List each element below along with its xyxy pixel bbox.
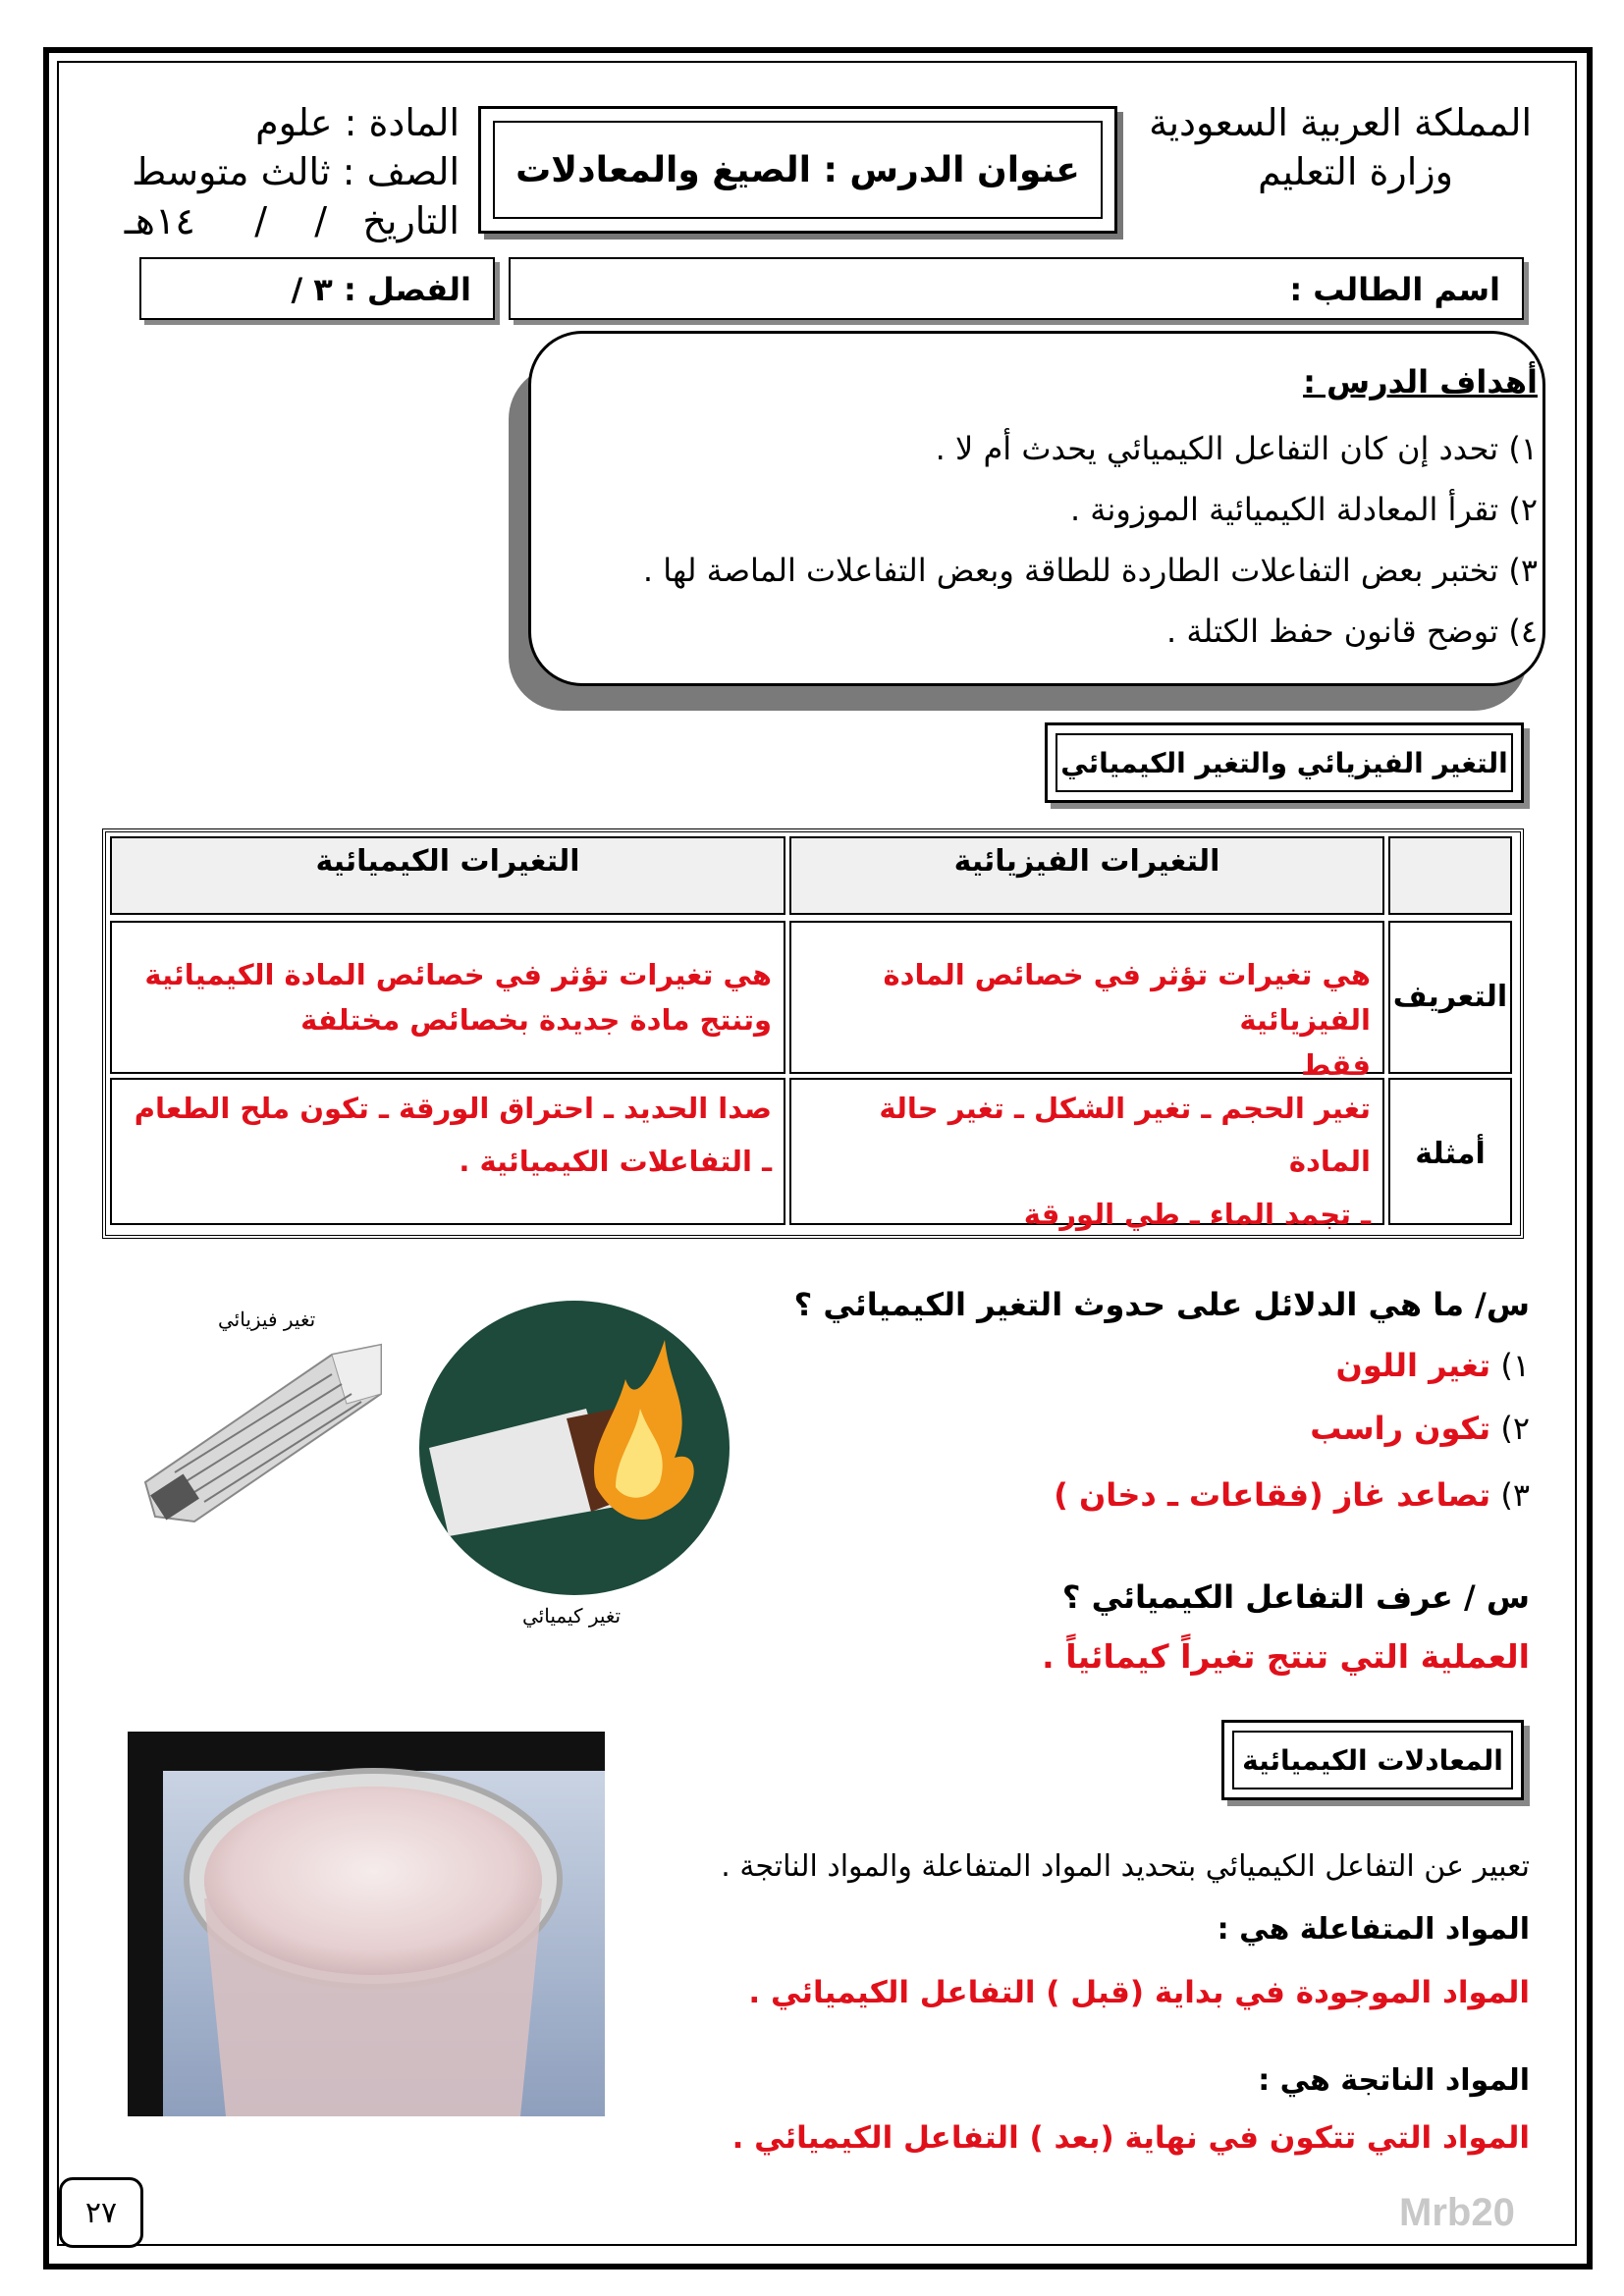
page-number: ٢٧ bbox=[59, 2177, 143, 2248]
reactants-label: المواد المتفاعلة هي : bbox=[1217, 1912, 1530, 1947]
table-header-blank bbox=[1388, 836, 1512, 915]
student-name-field[interactable] bbox=[509, 257, 1524, 320]
answer-number: ٣) bbox=[1500, 1476, 1530, 1514]
equation-definition: تعبير عن التفاعل الكيميائي بتحديد المواد المتفاعلة والمواد الناتجة . bbox=[721, 1849, 1530, 1884]
row-label: أمثلة bbox=[1415, 1137, 1486, 1171]
subject-label: المادة : علوم bbox=[255, 101, 460, 144]
burning-paper-image bbox=[419, 1301, 730, 1595]
grade-label: الصف : ثالث متوسط bbox=[132, 150, 460, 193]
table-cell-physical-examples bbox=[789, 1078, 1384, 1231]
table-row-label-examples bbox=[1388, 1078, 1512, 1225]
table-cell-chemical-definition bbox=[110, 921, 785, 1074]
ministry-name: وزارة التعليم bbox=[1258, 150, 1453, 193]
fizzing-glass-image bbox=[128, 1732, 605, 2116]
watermark: Mrb20 bbox=[1399, 2191, 1515, 2234]
physical-change-caption: تغير فيزيائي bbox=[218, 1308, 316, 1331]
cell-line: فقط bbox=[1301, 1048, 1371, 1082]
answer-number: ١) bbox=[1500, 1347, 1530, 1384]
table-header-physical: التغيرات الفيزيائية bbox=[789, 836, 1384, 915]
cell-line: وتنتج مادة جديدة بخصائص مختلفة bbox=[300, 1003, 772, 1037]
table-cell-chemical-examples bbox=[110, 1078, 785, 1225]
section-physical-chemical-title: التغير الفيزيائي والتغير الكيميائي bbox=[1056, 733, 1513, 792]
answer-text: تغير اللون bbox=[1335, 1347, 1491, 1384]
chemical-change-caption: تغير كيميائي bbox=[522, 1604, 622, 1628]
table-header-chemical: التغيرات الكيميائية bbox=[110, 836, 785, 915]
date-label: التاريخ / / ١٤هـ bbox=[124, 199, 460, 242]
answer-number: ٢) bbox=[1500, 1410, 1530, 1447]
objective-item: ٢) تقرأ المعادلة الكيميائية الموزونة . bbox=[1069, 491, 1538, 528]
folded-newspaper-image bbox=[135, 1335, 391, 1531]
objective-item: ١) تحدد إن كان التفاعل الكيميائي يحدث أم لا . bbox=[935, 430, 1538, 467]
answer-define-reaction: العملية التي تنتج تغيراً كيمائياً . bbox=[1042, 1637, 1530, 1676]
cell-line: صدا الحديد ـ احتراق الورقة ـ تكون ملح الطعام bbox=[134, 1092, 772, 1125]
answer-text: تكون راسب bbox=[1310, 1410, 1491, 1447]
lesson-title: عنوان الدرس : الصيغ والمعادلات bbox=[493, 121, 1103, 219]
cell-line: تغير الحجم ـ تغير الشكل ـ تغير حالة المادة bbox=[879, 1092, 1371, 1178]
section-equations-title: المعادلات الكيميائية bbox=[1232, 1731, 1513, 1789]
objective-item: ٣) تختبر بعض التفاعلات الطاردة للطاقة وبعض التفاعلات الماصة لها . bbox=[642, 552, 1538, 589]
cell-line: ـ تجمد الماء ـ طي الورقة bbox=[1023, 1198, 1371, 1231]
objectives-title: أهداف الدرس : bbox=[1303, 363, 1538, 400]
chapter-label: الفصل : ٣ / bbox=[291, 271, 471, 308]
question-chemical-evidence: س/ ما هي الدلائل على حدوث التغير الكيميائي ؟ bbox=[793, 1286, 1530, 1323]
cell-line: ـ التفاعلات الكيميائية . bbox=[459, 1145, 772, 1178]
question-define-reaction: س / عرف التفاعل الكيميائي ؟ bbox=[1061, 1578, 1530, 1616]
chapter-field[interactable] bbox=[139, 257, 495, 320]
student-name-label: اسم الطالب : bbox=[1289, 271, 1500, 308]
cell-line: هي تغيرات تؤثر في خصائص المادة الفيزيائية bbox=[883, 958, 1371, 1037]
lesson-title-box bbox=[478, 106, 1117, 234]
section-equations-box bbox=[1221, 1720, 1524, 1800]
table-row-label-definition bbox=[1388, 921, 1512, 1074]
reactants-answer: المواد الموجودة في بداية (قبل ) التفاعل الكيميائي . bbox=[748, 1975, 1530, 2010]
products-label: المواد الناتجة هي : bbox=[1258, 2063, 1530, 2098]
answer-text: تصاعد غاز (فقاعات ـ دخان ) bbox=[1054, 1476, 1491, 1514]
cell-line: هي تغيرات تؤثر في خصائص المادة الكيميائية bbox=[144, 958, 772, 991]
changes-table bbox=[102, 828, 1524, 1239]
row-label: التعريف bbox=[1392, 980, 1508, 1014]
products-answer: المواد التي تتكون في نهاية (بعد ) التفاعل الكيميائي . bbox=[731, 2120, 1530, 2156]
section-physical-chemical-box bbox=[1045, 722, 1524, 803]
table-cell-physical-definition bbox=[789, 921, 1384, 1082]
objective-item: ٤) توضح قانون حفظ الكتلة . bbox=[1165, 613, 1538, 650]
country-name: المملكة العربية السعودية bbox=[1149, 101, 1532, 144]
